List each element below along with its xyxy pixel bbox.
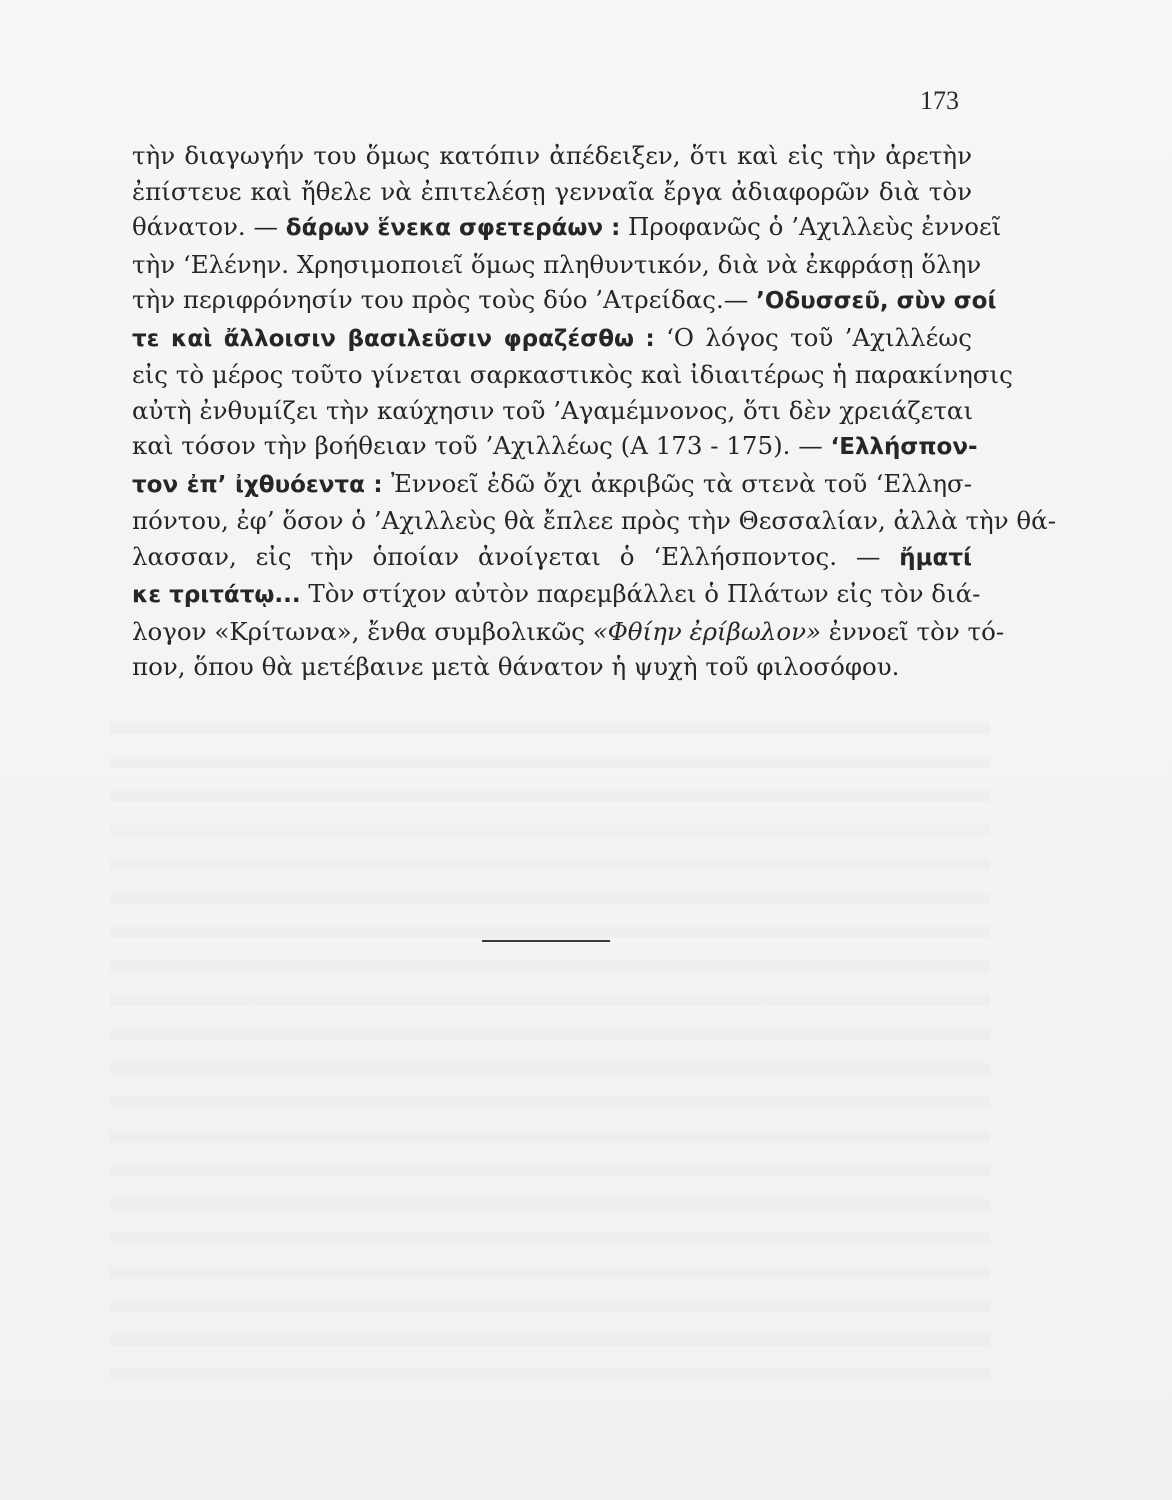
text-run: καὶ τόσον τὴν βοήθειαν τοῦ ’Αχιλλέως (Α 173 - 175). — bbox=[132, 431, 831, 460]
text-run: ἐπίστευε καὶ ἤθελε νὰ ἐπιτελέσῃ γενναῖα ἔργα ἀδιαφορῶν διὰ τὸν bbox=[132, 176, 972, 206]
text-run: ‘Ο λόγος τοῦ ’Αχιλλέως bbox=[654, 322, 972, 352]
text-line bbox=[132, 614, 1005, 650]
text-run: Ἐννοεῖ ἐδῶ ὄχι ἀκριβῶς τὰ στενὰ τοῦ ‘Ελλησ- bbox=[382, 468, 972, 498]
text-run: θάνατον. — bbox=[132, 212, 286, 241]
text-line bbox=[132, 357, 1013, 393]
text-line bbox=[132, 282, 997, 320]
text-run: λογον «Κρίτωνα», ἔνθα συμβολικῶς bbox=[132, 616, 593, 646]
text-line bbox=[132, 466, 972, 504]
text-line bbox=[132, 576, 981, 614]
text-line bbox=[132, 174, 972, 210]
text-run: λασσαν, εἰς τὴν ὁποίαν ἀνοίγεται ὁ ‘Ελλήσποντος. — bbox=[132, 541, 900, 571]
text-run: τὴν περιφρόνησίν του πρὸς τοὺς δύο ’Ατρείδας.— bbox=[132, 285, 757, 314]
text-run: πον, ὅπου θὰ μετέβαινε μετὰ θάνατον ἡ ψυχὴ τοῦ φιλοσόφου. bbox=[132, 652, 900, 681]
text-run: πόντου, ἐφ’ ὅσον ὁ ’Αχιλλεὺς θὰ ἔπλεε πρὸς τὴν Θεσσαλίαν, ἀλλὰ τὴν θά- bbox=[132, 506, 1056, 535]
text-run: ἐννοεῖ τὸν τό- bbox=[820, 616, 1005, 646]
text-run: τὴν διαγωγήν του ὅμως κατόπιν ἀπέδειξεν, ὅτι καὶ εἰς τὴν ἀρετὴν bbox=[132, 141, 972, 170]
lemma-bold: δάρων ἕνεκα σφετεράων : bbox=[285, 215, 621, 241]
text-run: αὐτὴ ἐνθυμίζει τὴν καύχησιν τοῦ ’Αγαμέμνονος, ὅτι δὲν χρειάζεται bbox=[132, 395, 974, 425]
text-line bbox=[132, 649, 972, 685]
text-line bbox=[132, 247, 982, 283]
text-line bbox=[132, 138, 972, 174]
lemma-bold: κε τριτάτῳ... bbox=[132, 582, 301, 608]
text-run: Προφανῶς ὁ ’Αχιλλεὺς ἐννοεῖ bbox=[620, 212, 1002, 241]
text-line bbox=[132, 320, 972, 358]
text-run: εἰς τὸ μέρος τοῦτο γίνεται σαρκαστικὸς καὶ ἰδιαιτέρως ἡ παρακίνησις bbox=[132, 360, 1013, 389]
text-run: τὴν ‘Ελένην. Χρησιμοποιεῖ ὅμως πληθυντικόν, διὰ νὰ ἐκφράσῃ ὅλην bbox=[132, 249, 982, 279]
text-line bbox=[132, 393, 972, 429]
quote-italic: «Φθίην ἐρίβωλον» bbox=[592, 616, 821, 646]
text-line bbox=[132, 503, 1056, 539]
section-divider-rule bbox=[482, 940, 610, 942]
lemma-bold: ἤματί bbox=[899, 544, 972, 571]
text-run: Τὸν στίχον αὐτὸν παρεμβάλλει ὁ Πλάτων εἰς τὸν διά- bbox=[300, 579, 981, 608]
lemma-bold: ‘Ελλήσπον- bbox=[830, 434, 978, 460]
text-line bbox=[132, 539, 972, 577]
text-line bbox=[132, 209, 1002, 247]
lemma-bold: ’Οδυσσεῦ, σὺν σοί bbox=[756, 288, 997, 314]
page-number: 173 bbox=[920, 86, 959, 115]
text-line bbox=[132, 428, 978, 466]
bleed-through-shadow bbox=[110, 700, 990, 1400]
commentary-text bbox=[132, 138, 1056, 685]
lemma-bold: τε καὶ ἄλλοισιν βασιλεῦσιν φραζέσθω : bbox=[132, 325, 655, 352]
lemma-bold: τον ἐπ’ ἰχθυόεντα : bbox=[132, 471, 383, 498]
